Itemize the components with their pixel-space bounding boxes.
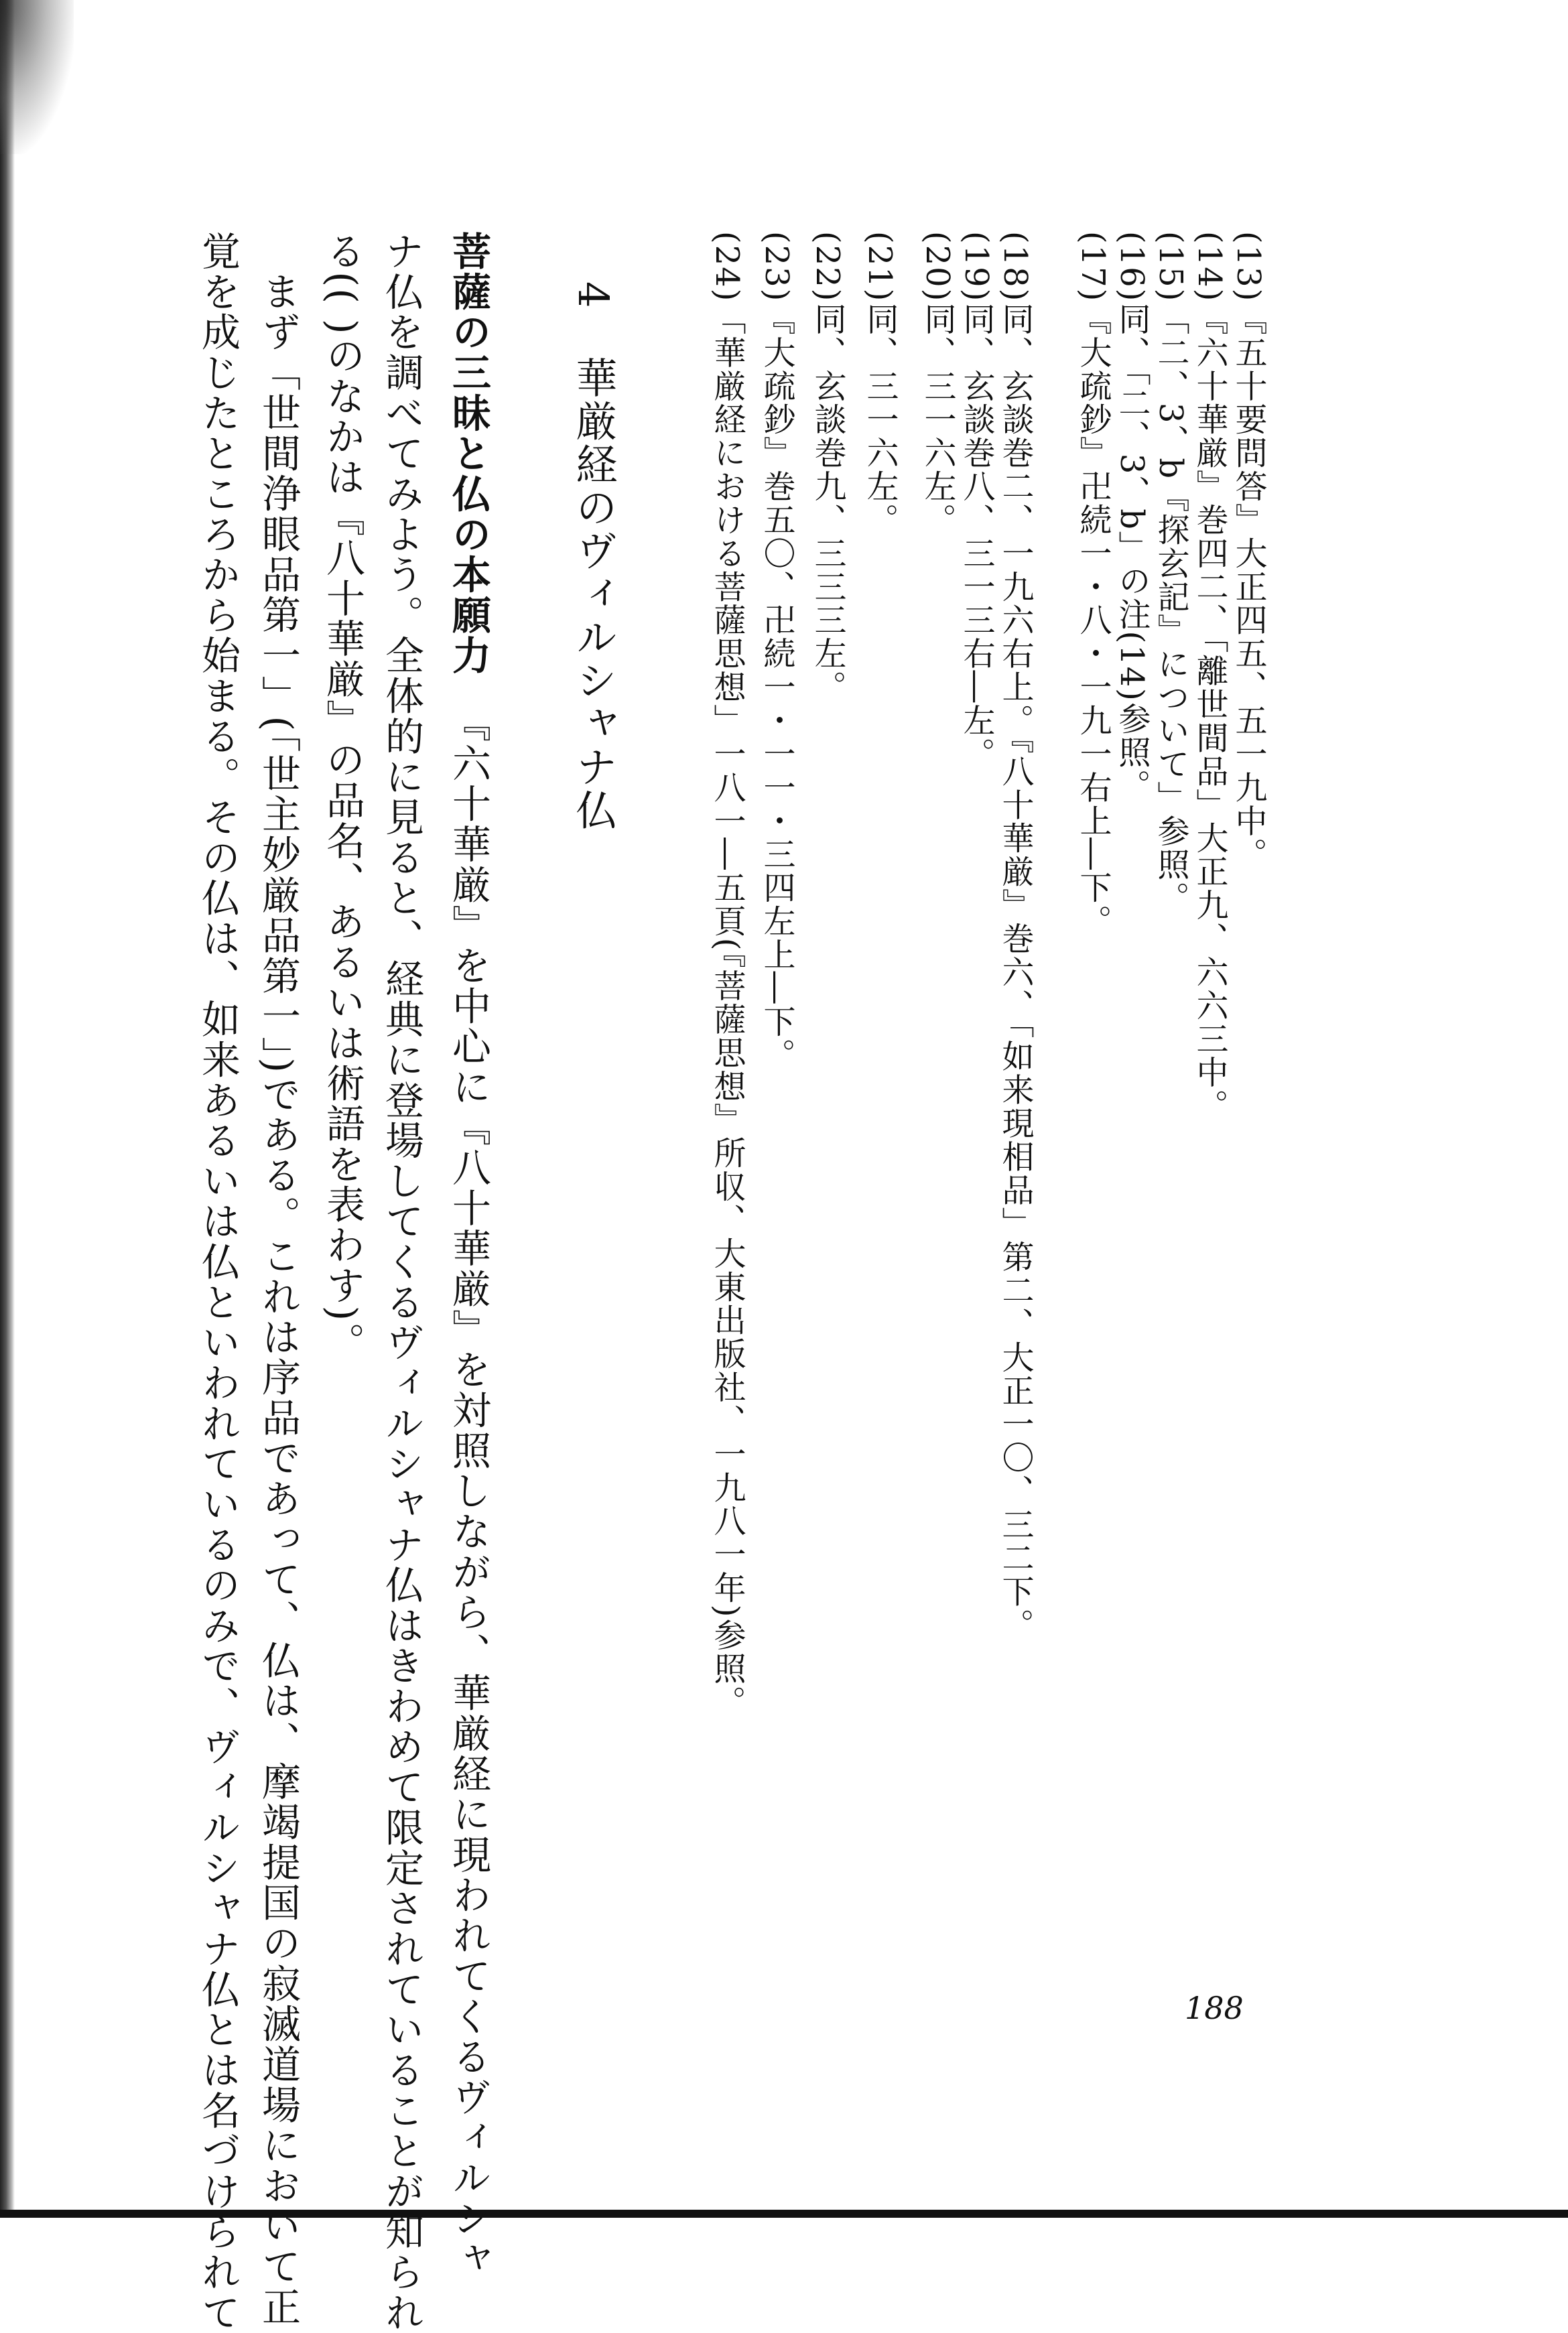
note-20: (20)同、三一六左。 (919, 231, 956, 537)
note-21: (21)同、三一六左。 (861, 231, 899, 537)
note-13: (13)『五十要問答』大正四五、五一九中。 (1230, 231, 1267, 871)
note-23: (23)『大疏鈔』巻五〇、卍続一・一一・三四左上―下。 (758, 231, 795, 1072)
scan-left-shadow (0, 0, 74, 154)
section-number: 4 (569, 281, 618, 310)
body-line-4: まず「世間浄眼品第一」(「世主妙厳品第一」)である。これは序品であって、仏は、摩竭提国の寂滅道場において正 (255, 271, 301, 2328)
body-line-5: 覚を成じたところから始まる。その仏は、如来あるいは仏といわれているのみで、ヴィルシャナ仏とは名づけられて (195, 231, 241, 2333)
scan-left-edge (0, 0, 15, 2218)
section-heading (570, 281, 616, 951)
body-line-1: 菩薩の三昧と仏の本願力『六十華厳』を中心に『八十華厳』を対照しながら、華厳経に現われてくるヴィルシャ (446, 231, 491, 2279)
section-title: 華厳経のヴィルシャナ仏 (569, 356, 618, 832)
note-18: (18)同、玄談巻二、一九六右上。『八十華厳』巻六、「如来現相品」第二、大正一〇、三二下。 (996, 231, 1034, 1642)
note-14: (14)『六十華厳』巻四二、「離世間品」大正九、六六三中。 (1191, 231, 1228, 1123)
note-22: (22)同、玄談巻九、三三三左。 (809, 231, 846, 704)
note-15: (15)「二、3、b『探玄記』について」参照。 (1152, 231, 1189, 915)
note-16: (16)同、「二、3、b」の注(14)参照。 (1113, 231, 1151, 803)
body-line-2: ナ仏を調べてみよう。全体的に見ると、経典に登場してくるヴィルシャナ仏はきわめて限定されていることが知られ (379, 231, 424, 2333)
paragraph-lead: 菩薩の三昧と仏の本願力 (446, 231, 491, 676)
note-17: (17)『大疏鈔』卍続一・八・一九一右上―下。 (1074, 231, 1112, 938)
note-19: (19)同、玄談巻八、三一三右―左。 (958, 231, 995, 771)
page-number: 188 (1185, 1990, 1244, 2026)
note-24: (24)「華厳経における菩薩思想」一八一―五頁(『菩薩思想』所収、大東出版社、一九八一年)参照。 (708, 231, 746, 1719)
body-line-3: る(( )のなかは『八十華厳』の品名、あるいは術語を表わす)。 (320, 231, 365, 1363)
